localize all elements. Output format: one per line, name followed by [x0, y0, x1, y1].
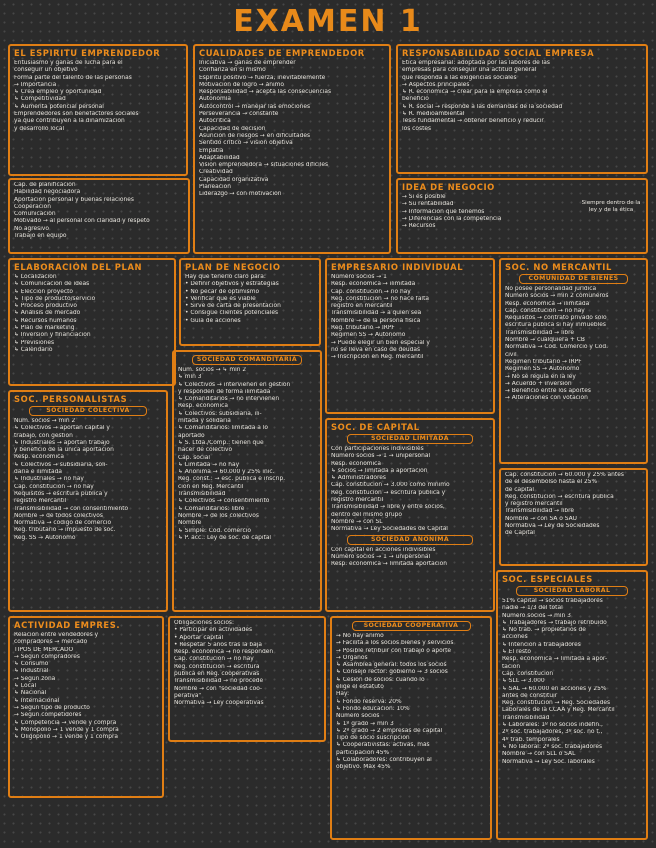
note-line: Nombre → con "sociedad coo-: [174, 685, 263, 692]
note-line: ↳ Laborales: 1º no socios indefin.,: [502, 722, 603, 729]
note-line: ↳ Intención a trabajadores: [502, 641, 581, 648]
note-line: ↳ R. económica → crear para la empresa como el: [402, 89, 548, 96]
note-line: registro mercantil: [331, 497, 384, 504]
section-title: IDEA DE NEGOCIO: [402, 182, 495, 192]
note-line: Nombre → de todos colectivos: [14, 512, 103, 519]
note-line: Num. socios → ↳ mín 2: [178, 367, 247, 373]
note-line: ↳ Colectivos → subsidiaria, soli-: [14, 461, 108, 468]
section-title: SOC. NO MERCANTIL: [505, 262, 612, 272]
note-line: ↳ SAL → 60.000 en acciones y 25%: [502, 685, 607, 692]
note-line: Forma parte del talento de las personas: [14, 74, 132, 81]
note-line: Reg. tributario → impuesto de soc.: [14, 527, 116, 534]
note-line: ↳ Competitividad: [14, 96, 66, 103]
section-idea-negocio: [396, 178, 648, 254]
note-line: ↳ S. Ltda./Comp.: tienen que: [178, 439, 264, 446]
note-line: Resp. económica: [14, 454, 65, 461]
subsection-sociedad-comanditaria: SOCIEDAD COMANDITARIA: [192, 355, 302, 365]
note-line: ↳ Localización: [14, 274, 57, 280]
note-line: compradores → mercado: [14, 639, 88, 646]
note-line: Transmisibilidad: [178, 491, 226, 498]
section-lines: [185, 274, 315, 325]
note-line: Cap. social: [178, 454, 211, 461]
note-line: → Su rentabilidad: [402, 201, 454, 208]
section-cooperativa-obligaciones: [168, 616, 326, 742]
section-lines: [174, 620, 320, 708]
subsection-sociedad-laboral: SOCIEDAD LABORAL: [516, 586, 627, 596]
note-line: Visión emprendedora → situaciones difíciles: [199, 162, 329, 169]
note-line: no se lleva en caso de deudas: [331, 346, 421, 353]
note-line: → Órganos: [336, 654, 368, 661]
page-title: EXAMEN 1: [233, 4, 423, 39]
note-line: Número socios → mín 2 comuneros: [505, 293, 609, 300]
note-line: → Posible retribuir con trabajo o aporte: [336, 647, 452, 654]
note-line: ción en Reg. Mercantil: [178, 483, 244, 490]
note-line: Transmisibilidad → a quien sea: [331, 310, 422, 317]
section-plan-negocio: [179, 258, 321, 346]
note-line: de Capital: [505, 530, 535, 537]
note-line: Transmisibilidad → libre: [505, 508, 574, 515]
note-line: Sentido crítico → visión objetiva: [199, 140, 293, 147]
note-line: Iniciativa → ganas de emprender: [199, 60, 296, 66]
note-line: Número socios: [336, 713, 380, 720]
note-line: acciones: [502, 634, 528, 641]
section-title: SOC. ESPECIALES: [502, 574, 593, 584]
note-line: Número socios → mín 3: [502, 612, 571, 619]
note-line: → Según tipo de producto: [14, 704, 90, 711]
note-line: Nombre → cualquiera + CB: [505, 337, 585, 344]
note-line: ↳ 2º grado → 2 empresas de capital: [336, 727, 443, 734]
note-line: → Según compradores: [14, 653, 80, 660]
note-line: Adaptabilidad: [199, 154, 240, 161]
note-line: ya que contribuyen a la dinamización: [14, 118, 125, 125]
note-line: Nombre → con SLL o SAL: [502, 751, 576, 758]
section-soc-especiales: [496, 570, 648, 840]
note-line: ↳ El resto: [502, 649, 531, 656]
note-line: No agresivo: [14, 225, 49, 232]
section-title: EMPRESARIO INDIVIDUAL: [331, 262, 464, 272]
note-line: Capacidad organizativa: [199, 176, 269, 183]
note-line: Responsabilidad → acepta las consecuencias: [199, 89, 332, 96]
note-line: Nombre → con SA o SAU: [505, 515, 577, 522]
note-line: ↳ mín 3: [178, 374, 202, 381]
section-lines: [14, 60, 182, 133]
brace-note: Siempre dentro de la ley y de la ética: [581, 200, 641, 213]
note-line: • Verificar que es viable: [185, 295, 256, 302]
section-sociedad-anonima-detalle: [499, 468, 648, 566]
note-line: Entusiasmo y ganas de lucha para el: [14, 60, 123, 66]
section-title: EL ESPIRITU EMPRENDEDOR: [14, 48, 161, 58]
note-line: Trabajo en equipo: [14, 233, 67, 240]
section-title: CUALIDADES DE EMPRENDEDOR: [199, 48, 365, 58]
section-title: RESPONSABILIDAD SOCIAL EMPRESA: [402, 48, 595, 58]
note-line: → Inscripción en Reg. mercantil: [331, 354, 424, 361]
note-line: Autocontrol → manejar las emociones: [199, 103, 311, 110]
subsection-sociedad-colectiva: SOCIEDAD COLECTIVA: [29, 406, 146, 416]
note-line: Reg. constitución → escritura: [174, 663, 260, 670]
note-line: • Guía de acciones: [185, 317, 241, 324]
section-empresario-individual: [325, 258, 495, 414]
note-line: Transmisibilidad → no procede: [174, 678, 264, 685]
note-line: ↳ Fondo reserva: 20%: [336, 698, 402, 705]
note-line: Ética empresarial: adoptada por las labores de las: [402, 60, 550, 66]
note-line: ↳ R. medioambiental: [402, 111, 465, 118]
note-line: Régimen SS → Autónomo: [505, 366, 580, 373]
note-line: ↳ SLL → 3.000: [502, 678, 545, 685]
note-line: TIPOS DE MERCADO: [14, 646, 74, 653]
note-line: ↳ Colectivos → aportan capital y: [14, 425, 110, 432]
note-line: ↳ P. acc.: Ley de soc. de capital: [178, 534, 272, 541]
note-line: Espíritu positivo → fuerza, inevitablemente: [199, 74, 326, 81]
note-line: → Importancia: [14, 81, 57, 88]
note-line: ↳ Colectivos → consentimiento: [178, 498, 270, 505]
note-line: → Facilita a los socios bienes y servicios: [336, 640, 454, 647]
note-line: Cap. constitución → 3.000 como mínimo: [331, 482, 450, 489]
section-lines: [505, 472, 642, 538]
section-soc-personalistas: [8, 390, 168, 612]
note-line: ↳ Oligopolio → 1 vende y 1 compra: [14, 734, 118, 741]
section-actividad-empresarial: [8, 616, 164, 798]
note-line: Cap. constitución → 60.000 y 25% antes: [505, 472, 624, 478]
note-line: Requisitos → escritura pública y: [14, 490, 108, 497]
note-line: Resp. económica → limitada a apor-: [502, 656, 608, 663]
note-line: elige el estatuto: [336, 684, 384, 691]
note-line: Liderazgo → con motivación: [199, 191, 282, 198]
note-line: objetivo. Máx 45%: [336, 764, 391, 771]
note-line: ↳ Administradores: [331, 475, 386, 482]
note-line: Nombre → de la persona física: [331, 317, 421, 324]
note-line: Nombre → de los colectivos: [178, 512, 259, 519]
section-espiritu-emprendedor: [8, 44, 188, 176]
note-line: • No pecar de optimismo: [185, 288, 260, 295]
section-lines: [14, 418, 162, 542]
note-line: No posee personalidad jurídica: [505, 286, 597, 292]
note-line: empresas para conseguir una actitud general: [402, 67, 537, 74]
subsection-sociedad-limitada: SOCIEDAD LIMITADA: [347, 434, 472, 444]
note-line: 4º trab. temporales: [502, 736, 560, 743]
section-lines: [336, 633, 486, 772]
section-title: ELABORACIÓN DEL PLAN: [14, 262, 143, 272]
note-line: Perseverancia → constante: [199, 111, 279, 118]
note-line: Requisitos → contrato privado sólo: [505, 315, 607, 322]
section-lines: [14, 274, 170, 354]
note-line: Hay que tenerlo claro para:: [185, 274, 266, 280]
note-line: Normativa → Ley Sociedades de Capital: [331, 526, 448, 533]
note-line: • Definir objetivos y estrategias: [185, 281, 279, 288]
note-line: y beneficio de la única aportación: [14, 447, 114, 454]
note-line: Capacidad de decisión: [199, 125, 266, 132]
note-line: Tipo de socio suscripción: [336, 735, 410, 742]
note-line: ↳ Colectivos → intervienen en gestión: [178, 381, 291, 388]
subsection-comunidad-bienes: COMUNIDAD DE BIENES: [519, 274, 628, 284]
note-line: ↳ Limitada → no hay: [178, 461, 240, 468]
note-line: registro en mercantil: [331, 303, 393, 310]
section-sociedad-cooperativa: [330, 616, 492, 840]
note-line: Normativa → Ley de Sociedades: [505, 523, 600, 530]
note-line: mitada y solidaria: [178, 418, 231, 425]
note-line: ↳ socios → limitada a aportación: [331, 467, 428, 474]
note-line: Con participaciones indivisibles: [331, 446, 424, 452]
note-line: ↳ Industriales → no hay: [14, 476, 84, 483]
note-line: Núm. socios → mín 2: [14, 418, 76, 424]
note-line: → No se regula en la ley: [505, 373, 576, 380]
note-line: ↳ Monopolio → 1 vende y 1 compra: [14, 726, 119, 733]
note-line: Resp. económica → limitada aportación: [331, 561, 448, 568]
note-line: ↳ No trab. → propietarios de: [502, 627, 586, 634]
note-line: Habilidad negociadora: [14, 189, 81, 196]
note-line: Normativa → Ley cooperativas: [174, 700, 264, 707]
note-line: ↳ Consejo rector: gobierno → 3 socios: [336, 669, 448, 676]
note-line: → Si es posible: [402, 194, 446, 200]
note-line: ↳ Crea empleo y oportunidad: [14, 89, 102, 96]
note-line: perativa": [174, 692, 202, 699]
section-soc-capital: [325, 418, 495, 612]
section-lines-anonima: [331, 547, 489, 569]
note-line: • Sirve de carta de presentación: [185, 303, 281, 310]
note-line: ↳ Colaboradores: contribuyen al: [336, 757, 432, 764]
section-title: ACTIVIDAD EMPRES.: [14, 620, 121, 630]
note-line: ↳ No laboral: 2º soc. trabajadores: [502, 743, 603, 750]
note-line: registro mercantil: [14, 498, 67, 505]
section-lines: [199, 60, 385, 199]
section-title: SOC. PERSONALISTAS: [14, 394, 128, 404]
note-line: Autocrítica: [199, 118, 231, 125]
note-line: → Aspectos principales: [402, 81, 470, 88]
note-line: ↳ Fondo educación: 10%: [336, 705, 410, 712]
note-line: Cap. constitución → no hay: [505, 307, 585, 314]
note-line: → Información que tenemos: [402, 208, 485, 215]
note-line: Emprendedores son benefactores sociales: [14, 111, 139, 118]
note-line: de capital: [505, 486, 535, 493]
note-line: ↳ Trabajadores → trabajo retribuido: [502, 619, 607, 626]
note-line: → Beneficio entre los aportes: [505, 388, 591, 395]
note-line: ↳ Análisis de mercado: [14, 310, 81, 317]
note-line: ↳ Industrial: [14, 668, 49, 675]
note-line: Autonomía: [199, 96, 231, 103]
note-line: ↳ Comanditarios: limitada a lo: [178, 425, 269, 432]
note-line: de el desembolso hasta el 25%: [505, 479, 598, 486]
section-otras-cualidades: [8, 178, 190, 254]
note-line: ↳ Industriales → aportan trabajo: [14, 439, 110, 446]
section-lines: [178, 367, 316, 542]
note-line: Empatía: [199, 147, 224, 154]
note-line: escritura pública si hay inmuebles: [505, 322, 606, 329]
note-line: hacer de colectivo: [178, 447, 233, 454]
note-line: 51% capital → socios trabajadores: [502, 598, 603, 604]
note-line: que responda a las exigencias sociales: [402, 74, 517, 81]
note-line: Cap. de planificación: [14, 182, 76, 188]
note-line: los costes: [402, 125, 432, 132]
note-line: Número socios → 1: [331, 274, 387, 280]
note-line: Transmisibilidad → con consentimiento: [14, 505, 129, 512]
note-line: Transmisibilidad: [502, 714, 550, 721]
note-line: ↳ Elección proyecto: [14, 288, 74, 295]
note-line: Normativa → código de comercio: [14, 520, 112, 527]
note-line: → Puede elegir un bien especial y: [331, 339, 430, 346]
note-line: Creatividad: [199, 169, 233, 176]
note-line: ↳ Anónima → 60.000 y 25% inic.: [178, 469, 275, 476]
note-line: → Recursos: [402, 223, 436, 230]
section-lines: [402, 60, 642, 133]
subsection-sociedad-cooperativa: SOCIEDAD COOPERATIVA: [352, 621, 471, 631]
note-line: Reg. tributario → IRPF: [331, 325, 395, 332]
note-line: Transmisibilidad → libre: [505, 329, 574, 336]
note-line: ↳ Comanditarios: libre: [178, 505, 245, 512]
note-line: beneficio: [402, 96, 429, 103]
note-line: • Aportar capital: [174, 634, 224, 641]
note-line: ↳ Plan de marketing: [14, 325, 75, 332]
note-line: Reg. constitución → escritura pública: [505, 493, 614, 500]
section-lines: [14, 632, 158, 741]
note-line: Número socios → 1 → unipersonal: [331, 553, 431, 560]
note-line: → Alteraciones con votación: [505, 395, 588, 402]
note-line: Reg. constitución → Reg. Sociedades: [502, 700, 611, 707]
note-line: conseguir un objetivo: [14, 67, 78, 74]
note-line: tación: [502, 663, 521, 670]
note-line: Reg. SS → Autónomo: [14, 534, 76, 541]
note-line: dentro del mismo grupo: [331, 511, 402, 518]
section-lines: [505, 286, 642, 403]
note-line: ↳ 1º grado → mín 3: [336, 720, 394, 727]
note-line: y desarrollo local: [14, 125, 65, 132]
subsection-sociedad-anonima: SOCIEDAD ANÓNIMA: [347, 535, 472, 545]
note-line: Transmisibilidad → libre y entre socios,: [331, 504, 445, 511]
note-line: ↳ Previsiones: [14, 339, 55, 346]
note-line: participación 45%: [336, 749, 390, 756]
section-title: SOC. DE CAPITAL: [331, 422, 420, 432]
note-line: Resp. económica → ilimitada: [331, 281, 416, 288]
section-sociedad-comanditaria: [172, 350, 322, 612]
note-line: Comunicación: [14, 211, 56, 218]
note-line: antes de constituir: [502, 692, 558, 699]
note-line: → No hay ánimo: [336, 633, 384, 639]
note-line: ↳ Proceso productivo: [14, 303, 77, 310]
section-lines: [14, 182, 184, 240]
note-line: trabajo, con gestión: [14, 432, 73, 439]
note-line: Régimen tributario → IRPF: [505, 358, 582, 365]
note-line: • Consigue clientes potenciales: [185, 310, 279, 317]
note-line: ↳ Cesión de socios: cuando lo: [336, 676, 425, 683]
note-line: nadie → 1/3 del total: [502, 605, 563, 612]
note-line: Resp. económica: [331, 460, 382, 467]
note-line: Número socios → 1 → unipersonal: [331, 453, 431, 460]
note-line: Con capital en acciones indivisibles: [331, 546, 436, 553]
note-line: y responden de forma ilimitada: [178, 388, 271, 395]
note-line: → Diferencias con la competencia: [402, 215, 502, 222]
note-line: ↳ Nacional: [14, 690, 47, 697]
note-line: Régimen SS → Autónomo: [331, 332, 406, 339]
section-lines: [331, 446, 489, 534]
note-line: → Según competidores: [14, 712, 82, 719]
note-line: Laborales de la CCAA y Reg. Mercantil: [502, 707, 615, 714]
section-cualidades: [193, 44, 391, 254]
note-line: pública en Reg. cooperativas: [174, 671, 260, 678]
note-line: ↳ Cooperativistas: activas, más: [336, 742, 430, 749]
note-line: Nombre → con SL: [331, 518, 383, 525]
note-line: Motivación de logro → ánimo: [199, 81, 284, 88]
note-line: daria e ilimitada: [14, 469, 62, 476]
note-line: ↳ Simple: Cod. comercio: [178, 527, 251, 534]
note-line: Reg. constitución → escritura pública y: [331, 489, 446, 496]
note-line: • Participar en actividades: [174, 627, 253, 634]
note-line: Relación entre vendedores y: [14, 632, 99, 638]
note-line: Obligaciones socios:: [174, 620, 234, 626]
note-line: Cap. constitución: [502, 670, 554, 677]
note-line: → Según zona: [14, 675, 56, 682]
section-soc-no-mercantil: [499, 258, 648, 464]
note-line: → Acuerdo + inversión: [505, 380, 572, 387]
note-line: Cap. constitución → no hay: [174, 656, 254, 663]
section-title: PLAN DE NEGOCIO: [185, 262, 281, 272]
note-line: Normativa → Cod. Comercio y Cod.: [505, 344, 609, 351]
note-line: Motivado → al personal con claridad y respeto: [14, 218, 150, 225]
note-line: ↳ Tipo de producto/servicio: [14, 295, 96, 302]
note-line: • Respetar 5 años tras la baja: [174, 641, 262, 648]
note-line: ↳ Comunicación de ideas: [14, 281, 90, 288]
note-line: ↳ R. social → responde a las demandas de la sociedad: [402, 103, 563, 110]
note-line: ↳ Internacional: [14, 697, 60, 704]
note-line: aportado: [178, 432, 205, 439]
note-line: Cap. constitución → no hay: [14, 483, 94, 490]
note-line: ↳ Recursos humanos: [14, 317, 77, 324]
note-line: Aportación personal y buenas relaciones: [14, 196, 134, 203]
note-line: Resp. económica → no responden: [174, 649, 274, 656]
note-line: ↳ Inversión y financiación: [14, 332, 91, 339]
section-lines: [331, 274, 489, 362]
note-line: ↳ Colectivos: subsidiaria, ili-: [178, 410, 262, 417]
note-line: Planeación: [199, 184, 231, 191]
note-line: Asunción de riesgos → en dificultades: [199, 132, 311, 139]
note-line: Cap. constitución → no hay: [331, 288, 411, 295]
section-responsabilidad-social: [396, 44, 648, 174]
note-line: Reg. const.: → esc. pública e inscrip.: [178, 476, 286, 483]
note-line: Cooperación: [14, 203, 51, 210]
note-line: ↳ Calendario: [14, 346, 53, 353]
note-line: civil: [505, 351, 517, 358]
note-line: 2º soc. trabajadores, 3º soc. no t.,: [502, 729, 603, 736]
note-line: Nombre: [178, 520, 202, 527]
note-line: ↳ Consumo: [14, 661, 49, 668]
note-line: Reg. constitución → no hace falta: [331, 295, 429, 302]
note-line: Confianza en sí mismo: [199, 67, 266, 74]
note-line: ↳ Aumenta potencial personal: [14, 103, 104, 110]
note-line: ↳ Comanditarios → no intervienen: [178, 396, 280, 403]
note-line: y registro mercantil: [505, 501, 563, 508]
note-line: Normativa → Ley Soc. laborales: [502, 758, 595, 765]
note-line: ↳ Competencia → vende y compra: [14, 719, 117, 726]
note-line: Resp. económica → ilimitada: [505, 300, 590, 307]
section-lines: [502, 598, 642, 766]
note-line: Resp. económica: [178, 403, 229, 410]
note-line: Tesis fundamental → obtener beneficio y reducir: [402, 118, 544, 125]
note-line: Hay:: [336, 691, 350, 698]
note-line: ↳ Local: [14, 683, 37, 690]
section-elaboracion-plan: [8, 258, 176, 386]
note-line: ↳ Asamblea general: todos los socios: [336, 662, 447, 669]
